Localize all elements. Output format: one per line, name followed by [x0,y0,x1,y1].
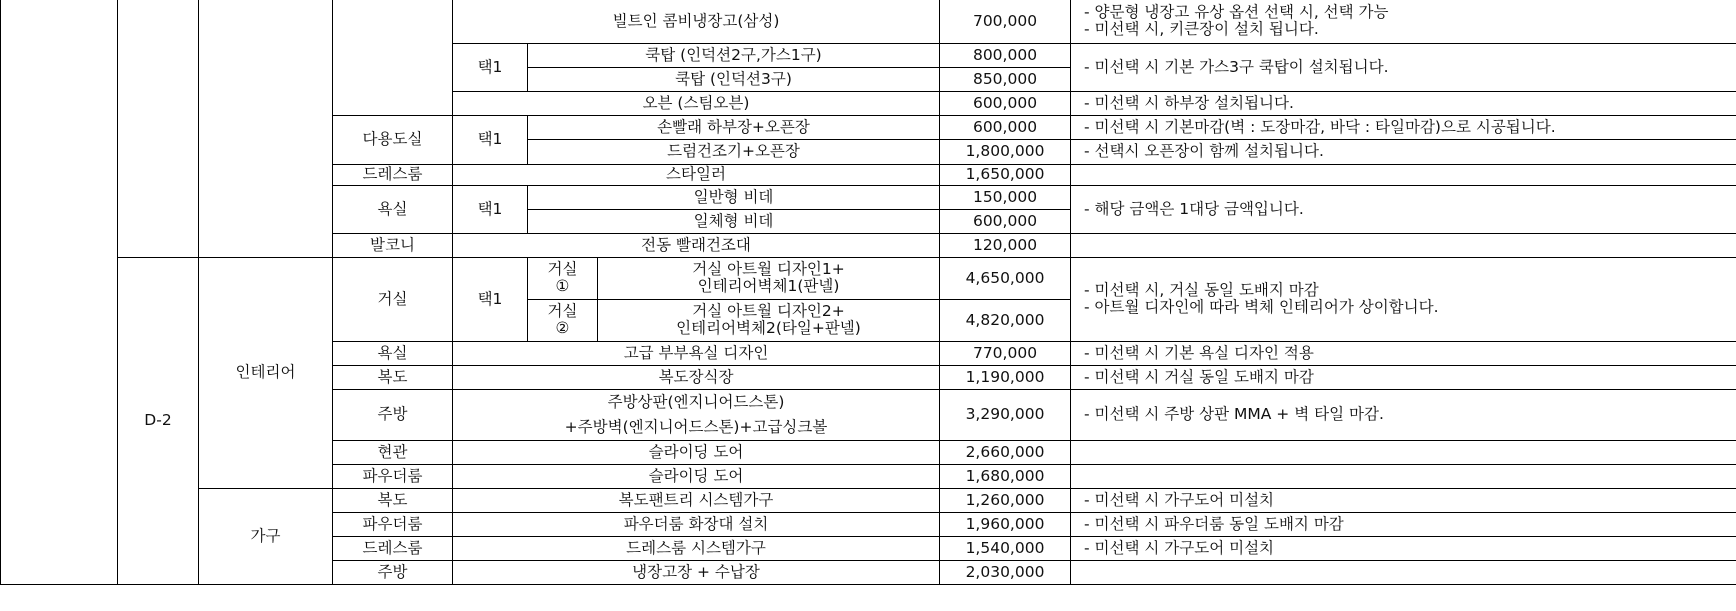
item-cell: 복도팬트리 시스템가구 [453,488,940,512]
space-cell: 복도 [333,365,453,389]
select-cell: 택1 [453,185,528,233]
item-cell: 거실 아트월 디자인1+ 인테리어벽체1(판넬) [598,257,940,299]
item-cell: 드럼건조기+오픈장 [528,139,940,164]
category-cell: 인테리어 [199,257,333,488]
space-cell: 다용도실 [333,115,453,164]
price-cell: 4,820,000 [940,299,1071,341]
select-cell: 택1 [453,115,528,164]
price-cell: 150,000 [940,185,1071,209]
space-cell: 현관 [333,440,453,464]
note-cell: - 양문형 냉장고 유상 옵션 선택 시, 선택 가능 - 미선택 시, 키큰장이 설치 됩니다. [1071,0,1736,43]
note-cell: - 미선택 시, 거실 동일 도배지 마감 - 아트월 디자인에 따라 벽체 인테리어가 상이합니다. [1071,257,1736,341]
space-cell: 주방 [333,560,453,584]
note-cell [1071,440,1736,464]
space-cell: 파우더룸 [333,464,453,488]
price-cell: 3,290,000 [940,389,1071,440]
note-cell: - 미선택 시 가구도어 미설치 [1071,488,1736,512]
space-cell: 주방 [333,389,453,440]
price-cell: 850,000 [940,67,1071,91]
item-cell: 오븐 (스팀오븐) [453,91,940,115]
item-cell: 슬라이딩 도어 [453,464,940,488]
item-cell: 복도장식장 [453,365,940,389]
note-cell: - 미선택 시 거실 동일 도배지 마감 [1071,365,1736,389]
price-cell: 600,000 [940,209,1071,233]
price-cell: 700,000 [940,0,1071,43]
note-cell [1071,464,1736,488]
space-cell: 드레스룸 [333,164,453,185]
note-cell: - 미선택 시 파우더룸 동일 도배지 마감 [1071,512,1736,536]
select-cell: 택1 [453,257,528,341]
space-cell: 복도 [333,488,453,512]
price-cell: 1,680,000 [940,464,1071,488]
item-cell: 슬라이딩 도어 [453,440,940,464]
item-cell: 전동 빨래건조대 [453,233,940,257]
sub-option-cell: 거실 ② [528,299,598,341]
item-cell: 쿡탑 (인덕션2구,가스1구) [528,43,940,67]
space-cell: 거실 [333,257,453,341]
item-cell: 고급 부부욕실 디자인 [453,341,940,365]
select-cell: 택1 [453,43,528,91]
price-cell: 2,030,000 [940,560,1071,584]
price-cell: 1,540,000 [940,536,1071,560]
category-column-blank [199,0,333,257]
table-row [1,488,1736,512]
note-cell: - 미선택 시 하부장 설치됩니다. [1071,91,1736,115]
category-cell: 가구 [199,488,333,584]
space-cell: 파우더룸 [333,512,453,536]
item-cell: 스타일러 [453,164,940,185]
type-column-blank [118,0,199,257]
price-cell: 1,800,000 [940,139,1071,164]
item-cell: 일체형 비데 [528,209,940,233]
price-cell: 1,650,000 [940,164,1071,185]
price-cell: 1,960,000 [940,512,1071,536]
note-cell [1071,233,1736,257]
note-cell: - 미선택 시 기본마감(벽 : 도장마감, 바닥 : 타일마감)으로 시공됩니다. [1071,115,1736,139]
note-cell: - 미선택 시 기본 욕실 디자인 적용 [1071,341,1736,365]
item-cell: 쿡탑 (인덕션3구) [528,67,940,91]
item-cell: 빌트인 콤비냉장고(삼성) [453,0,940,43]
table-row [1,257,1736,299]
space-cell: 드레스룸 [333,536,453,560]
price-cell: 1,190,000 [940,365,1071,389]
item-cell: 냉장고장 + 수납장 [453,560,940,584]
note-cell [1071,164,1736,185]
price-cell: 600,000 [940,115,1071,139]
price-cell: 4,650,000 [940,257,1071,299]
item-cell: 주방상판(엔지니어드스톤) +주방벽(엔지니어드스톤)+고급싱크볼 [453,389,940,440]
space-column-blank [333,0,453,115]
space-cell: 욕실 [333,341,453,365]
price-cell: 770,000 [940,341,1071,365]
price-cell: 2,660,000 [940,440,1071,464]
space-cell: 발코니 [333,233,453,257]
item-cell: 일반형 비데 [528,185,940,209]
space-cell: 욕실 [333,185,453,233]
item-cell: 드레스룸 시스템가구 [453,536,940,560]
type-column-blank [1,0,118,584]
note-cell: - 해당 금액은 1대당 금액입니다. [1071,185,1736,233]
note-cell [1071,560,1736,584]
item-cell: 거실 아트월 디자인2+ 인테리어벽체2(타일+판넬) [598,299,940,341]
note-cell: - 미선택 시 가구도어 미설치 [1071,536,1736,560]
price-cell: 800,000 [940,43,1071,67]
price-cell: 120,000 [940,233,1071,257]
note-cell: - 미선택 시 주방 상판 MMA + 벽 타일 마감. [1071,389,1736,440]
item-cell: 파우더룸 화장대 설치 [453,512,940,536]
price-cell: 1,260,000 [940,488,1071,512]
sub-option-cell: 거실 ① [528,257,598,299]
type-code-cell: D-2 [118,257,199,584]
table-row [1,0,1736,43]
note-cell: - 선택시 오픈장이 함께 설치됩니다. [1071,139,1736,164]
item-cell: 손빨래 하부장+오픈장 [528,115,940,139]
note-cell: - 미선택 시 기본 가스3구 쿡탑이 설치됩니다. [1071,43,1736,91]
price-cell: 600,000 [940,91,1071,115]
